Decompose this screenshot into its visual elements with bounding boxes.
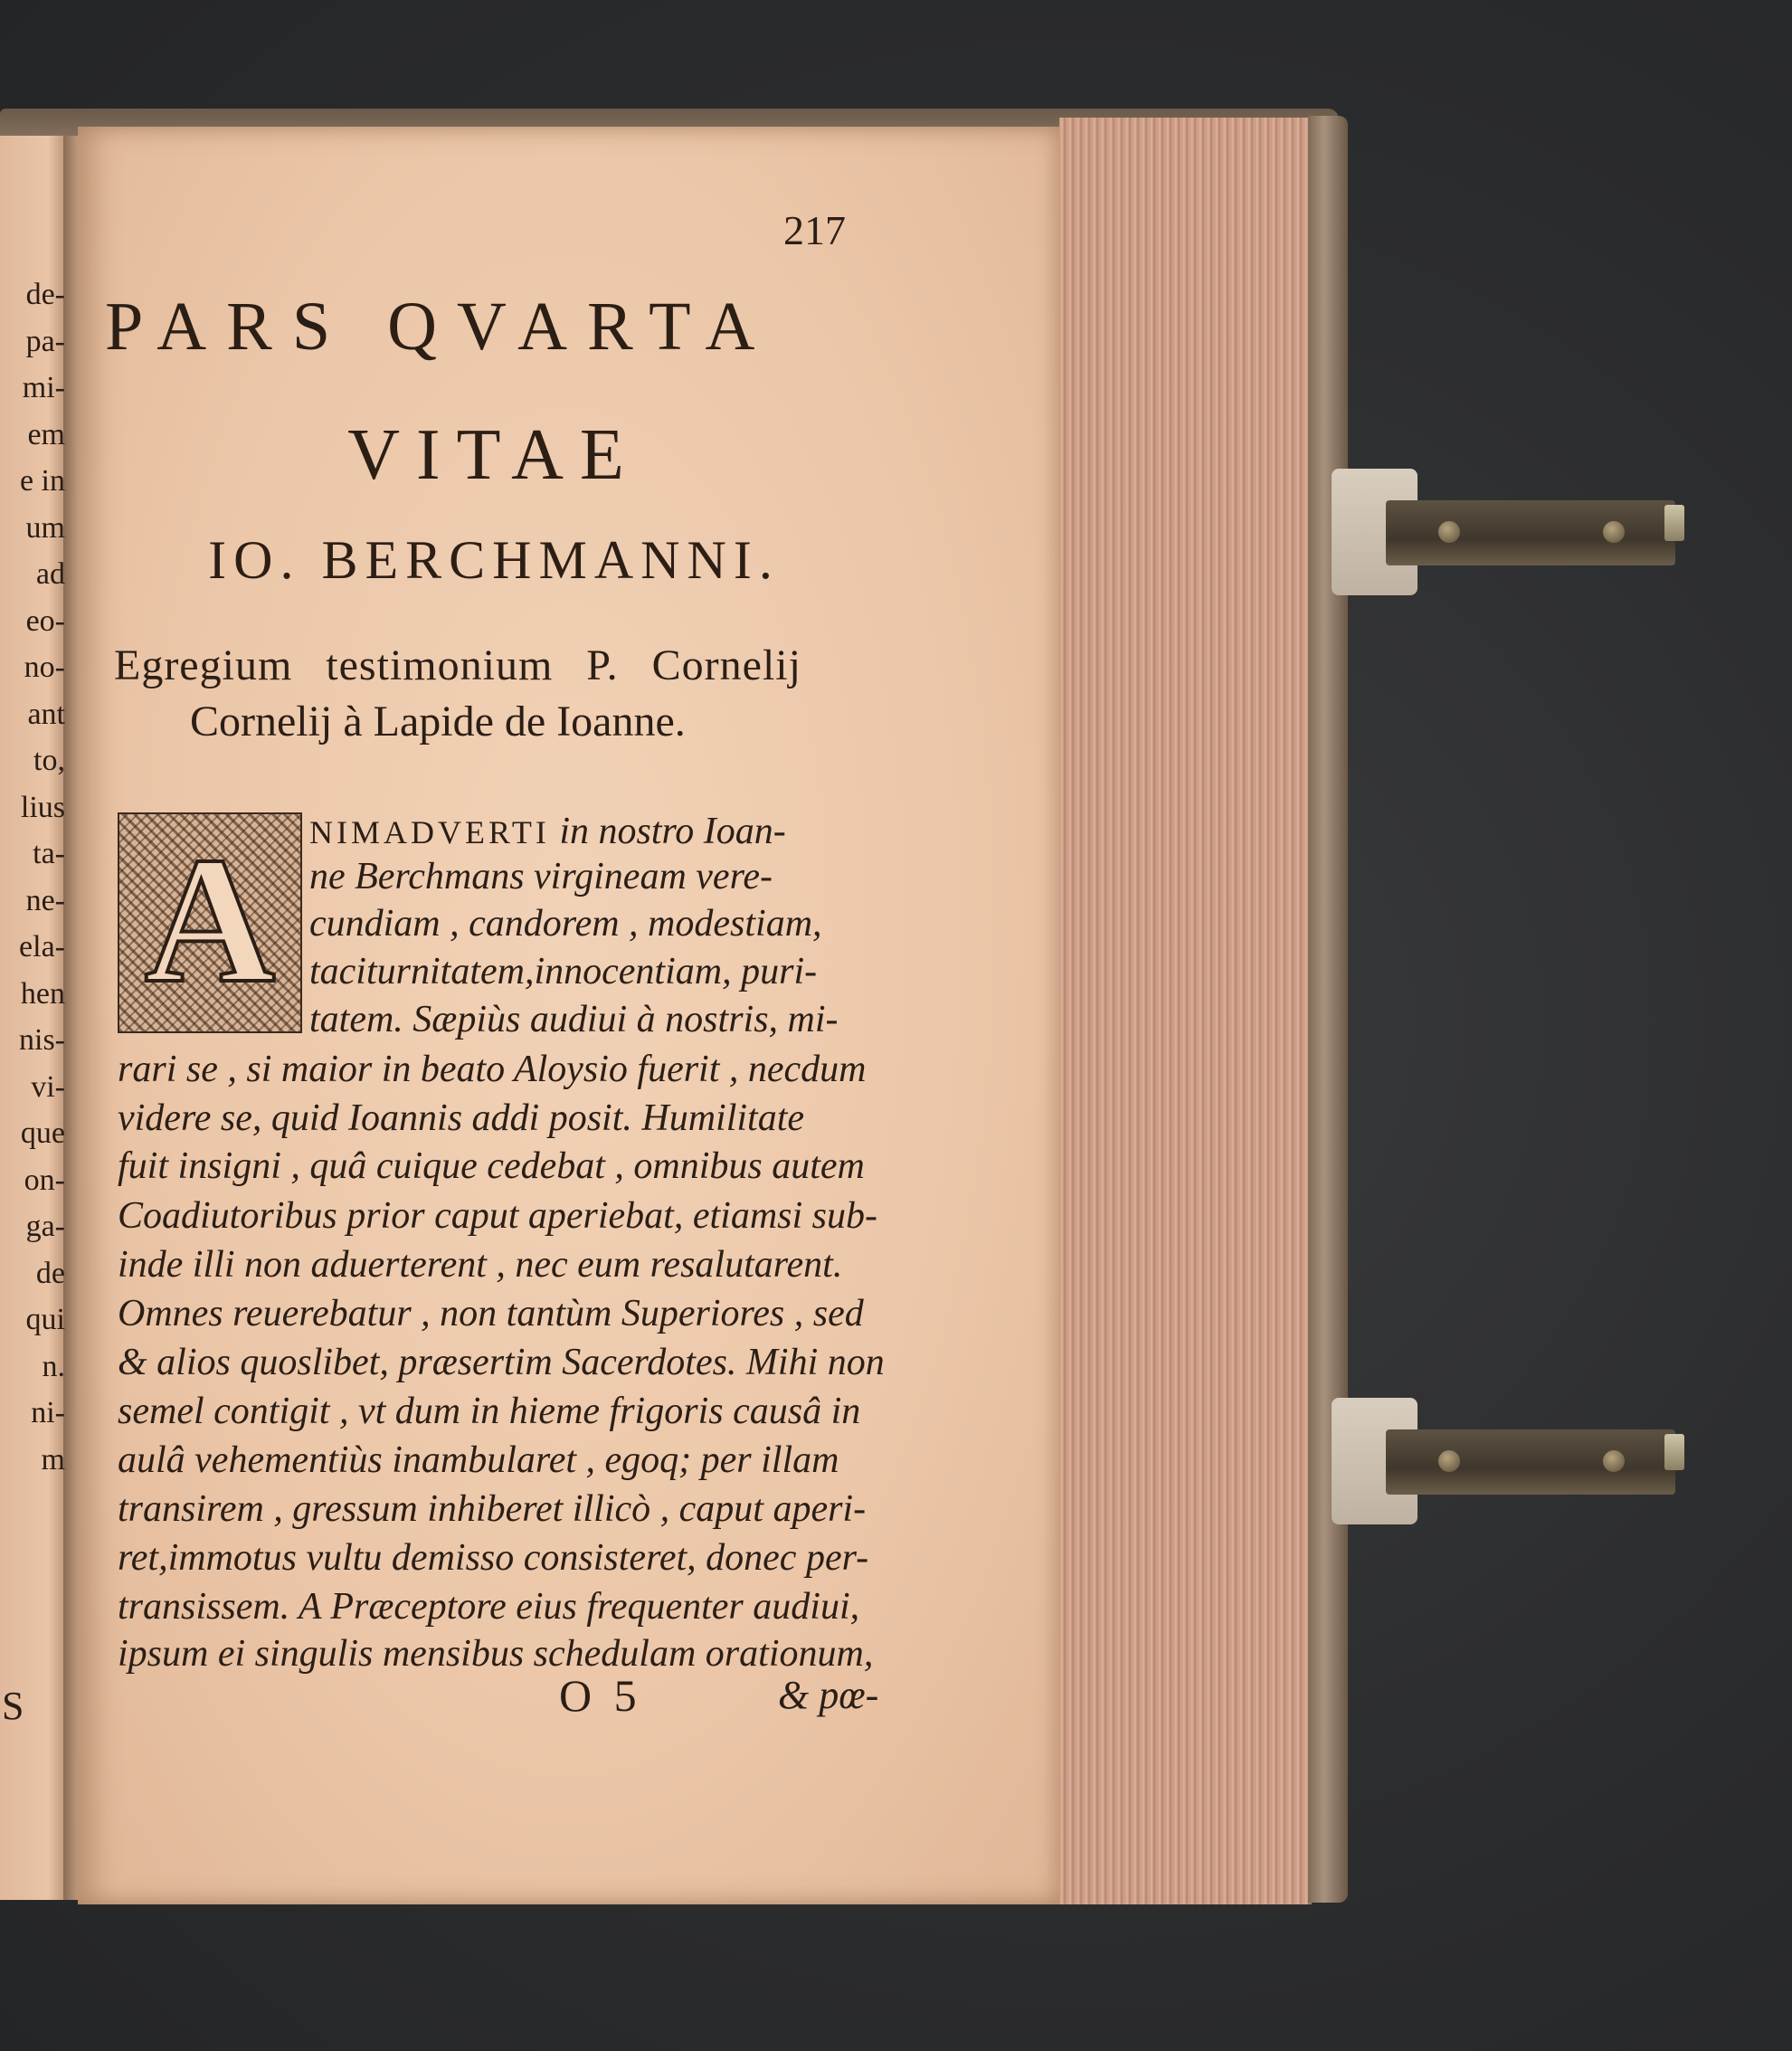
left-fragment: eo- bbox=[25, 603, 65, 638]
left-fragment: e in bbox=[19, 464, 65, 498]
left-fragment: no- bbox=[24, 650, 65, 684]
left-fragment: ni- bbox=[31, 1396, 65, 1429]
body-line: ipsum ei singulis mensibus schedulam orationum, bbox=[118, 1633, 874, 1675]
left-fragment: qui bbox=[25, 1303, 65, 1336]
clasp-metal-plate bbox=[1386, 1429, 1675, 1495]
left-fragment: ga- bbox=[25, 1210, 65, 1243]
signature-mark: O 5 bbox=[559, 1670, 642, 1721]
title-line-2: VITAE bbox=[347, 415, 640, 495]
page-number: 217 bbox=[783, 207, 846, 253]
left-fragment: ta- bbox=[33, 837, 65, 870]
left-fragment: que bbox=[20, 1116, 65, 1150]
left-fragment: nis- bbox=[19, 1023, 65, 1057]
book-fore-edge-cover bbox=[1308, 116, 1348, 1903]
left-fragment: mi- bbox=[22, 371, 65, 404]
left-fragment: n. bbox=[42, 1349, 65, 1383]
left-fragment: em bbox=[27, 417, 65, 451]
body-line: cundiam , candorem , modestiam, bbox=[309, 903, 822, 945]
page-edges bbox=[1059, 118, 1312, 1904]
left-fragment: de bbox=[35, 1256, 65, 1290]
left-page-text-fragments bbox=[0, 271, 65, 1483]
clasp-metal-plate bbox=[1386, 500, 1675, 565]
body-line: inde illi non aduerterent , nec eum resalutarent. bbox=[118, 1244, 843, 1286]
body-line: semel contigit , vt dum in hieme frigoris causâ in bbox=[118, 1391, 861, 1432]
clasp-hook-icon bbox=[1664, 505, 1684, 541]
left-fragment: m bbox=[41, 1442, 65, 1477]
left-fragment: pa- bbox=[25, 324, 65, 358]
rivet-icon bbox=[1438, 1450, 1460, 1472]
body-line: tatem. Sæpiùs audiui à nostris, mi- bbox=[309, 999, 839, 1040]
body-line: ne Berchmans virgineam vere- bbox=[309, 856, 773, 897]
body-line: ret,immotus vultu demisso consisteret, donec per- bbox=[118, 1537, 869, 1579]
body-opening-caps: NIMADVERTI bbox=[309, 814, 550, 850]
body-line: & alios quoslibet, præsertim Sacerdotes. Mihi non bbox=[118, 1342, 885, 1383]
body-line-text: in nostro Ioan- bbox=[549, 811, 786, 852]
body-line: Omnes reuerebatur , non tantùm Superiores , sed bbox=[118, 1293, 864, 1334]
left-fragment: ne- bbox=[25, 883, 65, 917]
left-fragment: vi- bbox=[31, 1069, 65, 1104]
left-fragment: ad bbox=[35, 557, 65, 591]
body-line: fuit insigni , quâ cuique cedebat , omnibus autem bbox=[118, 1145, 865, 1187]
left-fragment: lius bbox=[20, 790, 65, 824]
decorated-initial bbox=[118, 812, 302, 1033]
left-page-signature: S bbox=[2, 1684, 24, 1728]
upper-clasp[interactable] bbox=[1332, 469, 1693, 595]
body-line: Coadiutoribus prior caput aperiebat, etiamsi sub- bbox=[118, 1195, 877, 1237]
rivet-icon bbox=[1603, 1450, 1625, 1472]
body-line: rari se , si maior in beato Aloysio fuerit , necdum bbox=[118, 1049, 867, 1090]
left-fragment: um bbox=[25, 510, 65, 545]
body-line: aulâ vehementiùs inambularet , egoq; per illam bbox=[118, 1439, 839, 1481]
lower-clasp[interactable] bbox=[1332, 1398, 1693, 1524]
rivet-icon bbox=[1603, 521, 1625, 543]
body-line bbox=[309, 810, 786, 853]
left-fragment: ela- bbox=[19, 930, 65, 964]
body-line: transissem. A Præceptore eius frequenter audiui, bbox=[118, 1586, 860, 1628]
body-line: taciturnitatem,innocentiam, puri- bbox=[309, 951, 818, 992]
catchword: & pœ- bbox=[778, 1673, 879, 1717]
body-line: videre se, quid Ioannis addi posit. Humilitate bbox=[118, 1097, 805, 1139]
body-line: transirem , gressum inhiberet illicò , caput aperi- bbox=[118, 1488, 867, 1530]
rivet-icon bbox=[1438, 521, 1460, 543]
subtitle-line-2: Cornelij à Lapide de Ioanne. bbox=[190, 698, 686, 745]
subtitle-line-1: Egregium testimonium P. Cornelij bbox=[114, 641, 801, 689]
initial-letter: A bbox=[144, 821, 276, 1021]
left-fragment: to, bbox=[33, 744, 65, 777]
left-fragment: hen bbox=[20, 976, 65, 1011]
left-fragment: ant bbox=[27, 697, 65, 731]
title-line-3: IO. BERCHMANNI. bbox=[208, 530, 780, 590]
title-line-1: PARS QVARTA bbox=[105, 289, 775, 365]
clasp-hook-icon bbox=[1664, 1434, 1684, 1470]
left-fragment: on- bbox=[24, 1163, 65, 1197]
left-fragment: de- bbox=[25, 278, 65, 311]
